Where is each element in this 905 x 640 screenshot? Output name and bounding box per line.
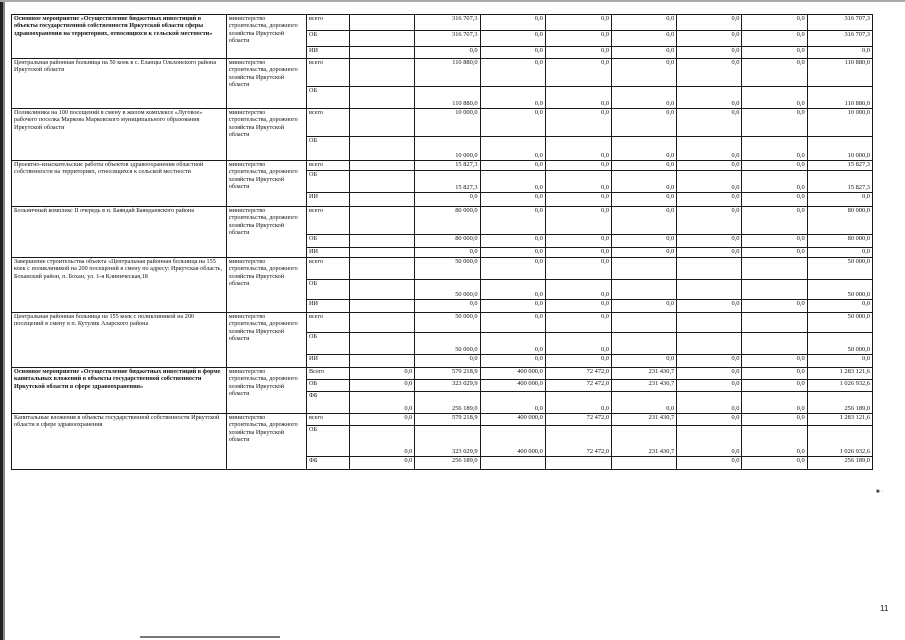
executor-cell: министерство строительства, дорожного хозяйства Иркутской области	[226, 109, 306, 161]
measure-name: Проектно-изыскательские работы объектов здравоохранения областной собственности на территориях, относящихся к сельской местности	[12, 161, 227, 207]
table-row	[12, 258, 873, 280]
amount-cell	[350, 235, 415, 248]
amount-cell: 0,0	[742, 15, 807, 31]
amount-cell: 400 000,0	[480, 380, 545, 392]
amount-cell: 0,0	[677, 47, 742, 59]
amount-cell: 0,0	[612, 87, 677, 109]
amount-cell: 400 000,0	[480, 426, 545, 457]
amount-cell: 0,0	[545, 248, 611, 258]
amount-cell: 316 707,3	[807, 31, 872, 47]
amount-cell: 50 000,0	[807, 313, 872, 333]
funding-source: ИИ	[307, 248, 350, 258]
scan-mark: ■ ·	[876, 489, 884, 495]
table-row	[12, 368, 873, 380]
funding-source: ОБ	[307, 31, 350, 47]
amount-cell: 0,0	[742, 31, 807, 47]
amount-cell	[350, 15, 415, 31]
funding-source: ИИ	[307, 47, 350, 59]
amount-cell: 0,0	[612, 15, 677, 31]
amount-cell: 0,0	[807, 355, 872, 368]
amount-cell: 0,0	[480, 300, 545, 313]
amount-cell: 0,0	[742, 193, 807, 207]
funding-source: ОБ	[307, 280, 350, 300]
amount-cell: 0,0	[545, 235, 611, 248]
amount-cell: 0,0	[480, 355, 545, 368]
amount-cell: 15 827,3	[415, 171, 480, 193]
amount-cell: 1 283 121,6	[807, 368, 872, 380]
table-row	[12, 161, 873, 171]
amount-cell	[350, 280, 415, 300]
funding-source: всего	[307, 109, 350, 137]
measure-name: Центральная районная больница на 155 коек с поликлиникой на 200 посещений в смену в п. Кутулик Аларского района	[12, 313, 227, 368]
table-row	[12, 15, 873, 31]
amount-cell: 316 707,3	[415, 15, 480, 31]
executor-cell: министерство строительства, дорожного хозяйства Иркутской области	[226, 207, 306, 258]
amount-cell: 0,0	[677, 193, 742, 207]
amount-cell: 0,0	[350, 392, 415, 414]
amount-cell	[742, 280, 807, 300]
funding-source: ФБ	[307, 392, 350, 414]
amount-cell: 0,0	[612, 300, 677, 313]
executor-cell: министерство строительства, дорожного хозяйства Иркутской области	[226, 59, 306, 109]
amount-cell: 0,0	[807, 47, 872, 59]
amount-cell	[480, 457, 545, 470]
amount-cell: 323 029,9	[415, 426, 480, 457]
amount-cell: 0,0	[415, 355, 480, 368]
funding-source: ОБ	[307, 380, 350, 392]
amount-cell: 0,0	[612, 392, 677, 414]
amount-cell: 10 000,0	[415, 109, 480, 137]
amount-cell: 0,0	[677, 87, 742, 109]
funding-source: всего	[307, 161, 350, 171]
amount-cell: 0,0	[612, 47, 677, 59]
amount-cell: 0,0	[480, 15, 545, 31]
amount-cell: 0,0	[480, 280, 545, 300]
amount-cell: 0,0	[612, 109, 677, 137]
amount-cell: 0,0	[677, 457, 742, 470]
amount-cell: 0,0	[677, 300, 742, 313]
amount-cell: 0,0	[480, 87, 545, 109]
amount-cell	[612, 457, 677, 470]
amount-cell	[350, 258, 415, 280]
amount-cell: 0,0	[677, 380, 742, 392]
amount-cell: 0,0	[480, 207, 545, 235]
amount-cell: 400 000,0	[480, 368, 545, 380]
amount-cell: 0,0	[612, 171, 677, 193]
amount-cell: 0,0	[677, 414, 742, 426]
amount-cell: 0,0	[742, 235, 807, 248]
funding-source: всего	[307, 59, 350, 87]
amount-cell: 110 880,0	[415, 87, 480, 109]
amount-cell: 0,0	[545, 333, 611, 355]
amount-cell: 0,0	[742, 248, 807, 258]
measure-name: Поликлиника на 100 посещений в смену в жилом комплексе «Луговое» рабочего поселка Маркова Марковского муниципального образования Иркутской области	[12, 109, 227, 161]
amount-cell: 0,0	[545, 258, 611, 280]
amount-cell: 0,0	[350, 457, 415, 470]
amount-cell: 15 827,3	[807, 161, 872, 171]
amount-cell: 0,0	[612, 193, 677, 207]
amount-cell: 579 218,9	[415, 368, 480, 380]
amount-cell: 231 430,7	[612, 414, 677, 426]
amount-cell: 0,0	[677, 426, 742, 457]
amount-cell: 0,0	[612, 31, 677, 47]
amount-cell: 0,0	[677, 15, 742, 31]
amount-cell: 50 000,0	[415, 258, 480, 280]
amount-cell	[350, 47, 415, 59]
amount-cell: 579 218,9	[415, 414, 480, 426]
amount-cell: 1 026 932,6	[807, 380, 872, 392]
amount-cell: 0,0	[480, 161, 545, 171]
amount-cell: 0,0	[545, 207, 611, 235]
amount-cell: 1 283 121,6	[807, 414, 872, 426]
amount-cell: 0,0	[415, 248, 480, 258]
funding-source: ФБ	[307, 457, 350, 470]
amount-cell: 256 189,0	[415, 392, 480, 414]
amount-cell: 231 430,7	[612, 426, 677, 457]
amount-cell: 72 472,0	[545, 414, 611, 426]
amount-cell	[612, 280, 677, 300]
amount-cell: 80 000,0	[807, 235, 872, 248]
scan-edge	[3, 0, 5, 640]
amount-cell: 0,0	[742, 392, 807, 414]
amount-cell: 0,0	[612, 59, 677, 87]
amount-cell: 10 000,0	[415, 137, 480, 161]
funding-source: ИИ	[307, 355, 350, 368]
amount-cell: 0,0	[742, 87, 807, 109]
amount-cell: 0,0	[612, 137, 677, 161]
amount-cell: 0,0	[545, 161, 611, 171]
amount-cell	[677, 313, 742, 333]
amount-cell: 0,0	[545, 109, 611, 137]
amount-cell: 256 189,0	[415, 457, 480, 470]
amount-cell: 15 827,3	[415, 161, 480, 171]
amount-cell: 0,0	[545, 59, 611, 87]
amount-cell: 0,0	[742, 59, 807, 87]
measure-name: Основное мероприятие «Осуществление бюджетных инвестиций в объекты государственной собственности Иркутской области сферы здравоохранения на территориях, относящихся к сельской местности»	[12, 15, 227, 59]
amount-cell: 0,0	[612, 161, 677, 171]
amount-cell	[677, 280, 742, 300]
table-row	[12, 109, 873, 137]
amount-cell: 1 026 932,6	[807, 426, 872, 457]
amount-cell: 0,0	[350, 380, 415, 392]
amount-cell	[677, 258, 742, 280]
amount-cell: 316 707,3	[415, 31, 480, 47]
amount-cell: 0,0	[545, 87, 611, 109]
amount-cell: 0,0	[677, 248, 742, 258]
amount-cell: 0,0	[350, 426, 415, 457]
amount-cell	[742, 333, 807, 355]
executor-cell: министерство строительства, дорожного хозяйства Иркутской области	[226, 368, 306, 414]
amount-cell: 0,0	[807, 248, 872, 258]
amount-cell	[350, 313, 415, 333]
amount-cell: 0,0	[350, 414, 415, 426]
amount-cell: 50 000,0	[807, 280, 872, 300]
amount-cell: 50 000,0	[807, 333, 872, 355]
funding-source: ОБ	[307, 87, 350, 109]
measure-name: Центральная районная больница на 50 коек в с. Еланцы Ольхонского района Иркутской области	[12, 59, 227, 109]
amount-cell	[677, 333, 742, 355]
amount-cell: 15 827,3	[807, 171, 872, 193]
amount-cell: 400 000,0	[480, 414, 545, 426]
amount-cell: 323 029,9	[415, 380, 480, 392]
amount-cell: 0,0	[742, 47, 807, 59]
amount-cell: 10 000,0	[807, 137, 872, 161]
amount-cell	[350, 355, 415, 368]
amount-cell: 0,0	[742, 161, 807, 171]
amount-cell	[350, 300, 415, 313]
amount-cell: 0,0	[545, 15, 611, 31]
amount-cell: 72 472,0	[545, 426, 611, 457]
amount-cell: 0,0	[742, 207, 807, 235]
amount-cell: 0,0	[742, 171, 807, 193]
amount-cell: 0,0	[742, 137, 807, 161]
amount-cell: 0,0	[677, 31, 742, 47]
funding-source: всего	[307, 207, 350, 235]
amount-cell: 0,0	[612, 355, 677, 368]
amount-cell: 0,0	[415, 300, 480, 313]
amount-cell: 0,0	[480, 59, 545, 87]
budget-table-body	[12, 15, 873, 470]
amount-cell	[350, 161, 415, 171]
amount-cell	[350, 207, 415, 235]
amount-cell: 72 472,0	[545, 380, 611, 392]
amount-cell: 0,0	[545, 280, 611, 300]
amount-cell: 0,0	[742, 457, 807, 470]
funding-source: всего	[307, 15, 350, 31]
amount-cell: 0,0	[742, 380, 807, 392]
amount-cell: 0,0	[545, 355, 611, 368]
amount-cell: 0,0	[480, 193, 545, 207]
amount-cell: 110 880,0	[415, 59, 480, 87]
amount-cell: 316 707,3	[807, 15, 872, 31]
amount-cell	[350, 171, 415, 193]
amount-cell: 256 189,0	[807, 392, 872, 414]
funding-source: всего	[307, 258, 350, 280]
amount-cell	[350, 137, 415, 161]
amount-cell: 0,0	[480, 137, 545, 161]
amount-cell: 0,0	[480, 171, 545, 193]
amount-cell: 0,0	[677, 59, 742, 87]
funding-source: ОБ	[307, 137, 350, 161]
amount-cell: 0,0	[545, 193, 611, 207]
amount-cell: 0,0	[742, 109, 807, 137]
amount-cell: 0,0	[677, 392, 742, 414]
amount-cell: 80 000,0	[807, 207, 872, 235]
funding-source: ИИ	[307, 193, 350, 207]
funding-source: ОБ	[307, 333, 350, 355]
amount-cell	[612, 258, 677, 280]
amount-cell: 50 000,0	[415, 280, 480, 300]
amount-cell: 0,0	[480, 333, 545, 355]
amount-cell: 0,0	[677, 109, 742, 137]
amount-cell: 0,0	[480, 47, 545, 59]
amount-cell: 256 189,0	[807, 457, 872, 470]
amount-cell: 0,0	[480, 313, 545, 333]
amount-cell: 0,0	[545, 47, 611, 59]
funding-source: всего	[307, 414, 350, 426]
amount-cell	[612, 333, 677, 355]
amount-cell: 0,0	[545, 137, 611, 161]
amount-cell: 0,0	[480, 31, 545, 47]
amount-cell: 0,0	[677, 161, 742, 171]
amount-cell: 0,0	[677, 235, 742, 248]
amount-cell: 80 000,0	[415, 235, 480, 248]
amount-cell: 0,0	[742, 368, 807, 380]
amount-cell	[350, 193, 415, 207]
amount-cell	[350, 87, 415, 109]
funding-source: Всего	[307, 368, 350, 380]
amount-cell: 0,0	[612, 207, 677, 235]
budget-table	[11, 14, 873, 470]
funding-source: ОБ	[307, 235, 350, 248]
amount-cell: 0,0	[480, 248, 545, 258]
amount-cell: 0,0	[480, 392, 545, 414]
measure-name: Основное мероприятие «Осуществление бюджетных инвестиций в форме капитальных вложений в объекты государственной собственности Иркутской области в сфере здравоохранения»	[12, 368, 227, 414]
amount-cell: 0,0	[742, 414, 807, 426]
funding-source: ИИ	[307, 300, 350, 313]
amount-cell: 0,0	[545, 300, 611, 313]
executor-cell: министерство строительства, дорожного хозяйства Иркутской области	[226, 313, 306, 368]
amount-cell: 10 000,0	[807, 109, 872, 137]
amount-cell: 0,0	[807, 300, 872, 313]
funding-source: всего	[307, 313, 350, 333]
amount-cell	[350, 248, 415, 258]
amount-cell: 80 000,0	[415, 207, 480, 235]
amount-cell: 0,0	[677, 137, 742, 161]
amount-cell: 0,0	[480, 109, 545, 137]
measure-name: Больничный комплекс II очередь в п. Баяндай Баяндаевского района	[12, 207, 227, 258]
amount-cell	[545, 457, 611, 470]
amount-cell: 110 880,0	[807, 59, 872, 87]
amount-cell: 231 430,7	[612, 380, 677, 392]
amount-cell	[350, 59, 415, 87]
page-number: 11	[880, 604, 889, 613]
executor-cell: министерство строительства, дорожного хозяйства Иркутской области	[226, 414, 306, 470]
measure-name: Капитальные вложения в объекты государственной собственности Иркутской области в сфере здравоохранения	[12, 414, 227, 470]
amount-cell: 0,0	[545, 392, 611, 414]
amount-cell	[350, 109, 415, 137]
amount-cell	[350, 31, 415, 47]
table-row	[12, 207, 873, 235]
amount-cell	[350, 333, 415, 355]
amount-cell: 0,0	[677, 355, 742, 368]
amount-cell	[612, 313, 677, 333]
amount-cell: 0,0	[545, 171, 611, 193]
amount-cell: 0,0	[677, 207, 742, 235]
amount-cell: 0,0	[677, 171, 742, 193]
amount-cell: 0,0	[742, 426, 807, 457]
amount-cell: 0,0	[545, 313, 611, 333]
funding-source: ОБ	[307, 426, 350, 457]
amount-cell: 110 880,0	[807, 87, 872, 109]
amount-cell: 0,0	[350, 368, 415, 380]
table-row	[12, 59, 873, 87]
scan-edge	[140, 636, 280, 638]
scan-edge	[0, 0, 905, 2]
table-row	[12, 414, 873, 426]
executor-cell: министерство строительства, дорожного хозяйства Иркутской области	[226, 15, 306, 59]
funding-source: ОБ	[307, 171, 350, 193]
amount-cell: 0,0	[742, 355, 807, 368]
amount-cell: 50 000,0	[415, 333, 480, 355]
amount-cell: 72 472,0	[545, 368, 611, 380]
amount-cell: 0,0	[415, 47, 480, 59]
executor-cell: министерство строительства, дорожного хозяйства Иркутской области	[226, 161, 306, 207]
amount-cell: 0,0	[742, 300, 807, 313]
amount-cell: 0,0	[677, 368, 742, 380]
amount-cell: 0,0	[545, 31, 611, 47]
amount-cell: 50 000,0	[807, 258, 872, 280]
table-row	[12, 313, 873, 333]
executor-cell: министерство строительства, дорожного хозяйства Иркутской области	[226, 258, 306, 313]
amount-cell: 50 000,0	[415, 313, 480, 333]
amount-cell	[742, 313, 807, 333]
amount-cell: 0,0	[612, 235, 677, 248]
amount-cell: 0,0	[480, 235, 545, 248]
amount-cell: 231 430,7	[612, 368, 677, 380]
amount-cell: 0,0	[480, 258, 545, 280]
amount-cell: 0,0	[415, 193, 480, 207]
measure-name: Завершение строительства объекта «Центральная районная больница на 155 коек с поликлиникой на 200 посещений в смену по адресу: Иркутская область, Боханский район, п. Бохан, ул. 1-я Клиническая,18	[12, 258, 227, 313]
amount-cell	[742, 258, 807, 280]
amount-cell: 0,0	[807, 193, 872, 207]
amount-cell: 0,0	[612, 248, 677, 258]
